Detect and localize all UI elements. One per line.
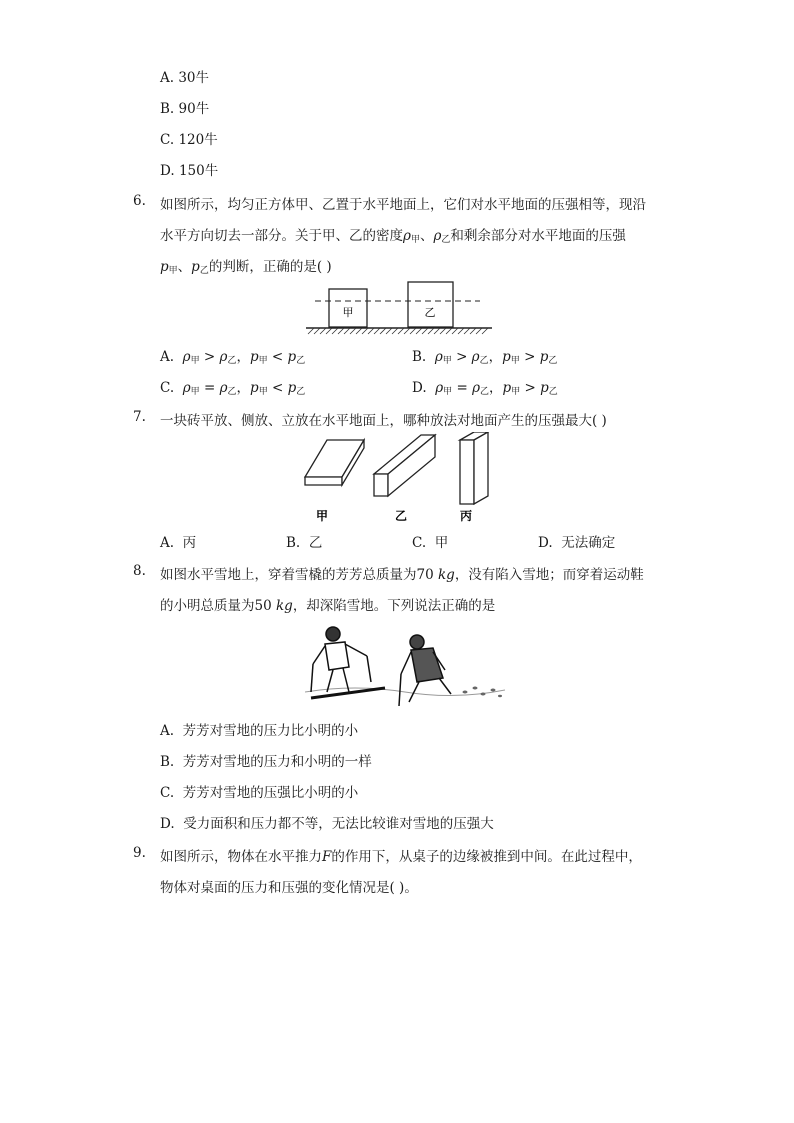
q8-number: 8. bbox=[133, 563, 146, 579]
q6-number: 6. bbox=[133, 193, 146, 209]
label-brick-jia: 甲 bbox=[315, 509, 329, 523]
q9-line1: 如图所示，物体在水平推力F的作用下，从桌子的边缘被推到中间。在此过程中， bbox=[160, 849, 642, 865]
q8-line1: 如图水平雪地上，穿着雪橇的芳芳总质量为70 kg，没有陷入雪地；而穿着运动鞋 bbox=[160, 567, 644, 583]
q6-option-b: B. ρ甲 > ρ乙，p甲 > p乙 bbox=[412, 349, 558, 366]
label-brick-bing: 丙 bbox=[459, 509, 473, 523]
q7-option-c: C. 甲 bbox=[412, 535, 449, 551]
q8-option-d: D. 受力面积和压力都不等，无法比较谁对雪地的压强大 bbox=[160, 816, 494, 832]
q7-option-a: A. 丙 bbox=[160, 535, 197, 551]
q6-line1: 如图所示，均匀正方体甲、乙置于水平地面上，它们对水平地面的压强相等，现沿 bbox=[160, 197, 646, 213]
q5-option-b: B. 90牛 bbox=[160, 101, 210, 117]
q7-figure-bricks bbox=[300, 432, 500, 527]
brick-upright bbox=[460, 432, 488, 504]
label-jia: 甲 bbox=[342, 306, 354, 319]
q5-option-c: C. 120牛 bbox=[160, 132, 218, 148]
q5-option-a: A. 30牛 bbox=[160, 70, 210, 86]
q6-line3: p甲、p乙的判断，正确的是( ) bbox=[160, 259, 332, 276]
q8-option-a: A. 芳芳对雪地的压力比小明的小 bbox=[160, 723, 359, 739]
label-yi: 乙 bbox=[424, 306, 436, 319]
q5-option-d: D. 150牛 bbox=[160, 163, 219, 179]
q7-number: 7. bbox=[133, 409, 146, 425]
q7-option-b: B. 乙 bbox=[286, 535, 323, 551]
q6-line2: 水平方向切去一部分。关于甲、乙的密度ρ甲、ρ乙和剩余部分对水平地面的压强 bbox=[160, 228, 626, 245]
q6-option-c: C. ρ甲 = ρ乙，p甲 < p乙 bbox=[160, 380, 306, 397]
ground-hatch bbox=[308, 328, 488, 334]
q6-option-d: D. ρ甲 = ρ乙，p甲 > p乙 bbox=[412, 380, 558, 397]
q8-figure-snow bbox=[305, 622, 505, 710]
cube-yi bbox=[408, 282, 453, 327]
skier-fangfang bbox=[311, 627, 385, 698]
brick-flat bbox=[305, 440, 364, 485]
label-brick-yi: 乙 bbox=[394, 509, 408, 523]
q7-option-d: D. 无法确定 bbox=[538, 535, 616, 551]
q8-line2: 的小明总质量为50 kg，却深陷雪地。下列说法正确的是 bbox=[160, 598, 496, 614]
q9-number: 9. bbox=[133, 845, 146, 861]
q8-option-b: B. 芳芳对雪地的压力和小明的一样 bbox=[160, 754, 372, 770]
q6-figure-cubes bbox=[300, 278, 500, 338]
q6-option-a: A. ρ甲 > ρ乙，p甲 < p乙 bbox=[160, 349, 306, 366]
q8-option-c: C. 芳芳对雪地的压强比小明的小 bbox=[160, 785, 359, 801]
q9-line2: 物体对桌面的压力和压强的变化情况是( )。 bbox=[160, 880, 418, 896]
brick-side bbox=[374, 435, 435, 496]
q7-line1: 一块砖平放、侧放、立放在水平地面上，哪种放法对地面产生的压强最大( ) bbox=[160, 413, 607, 429]
